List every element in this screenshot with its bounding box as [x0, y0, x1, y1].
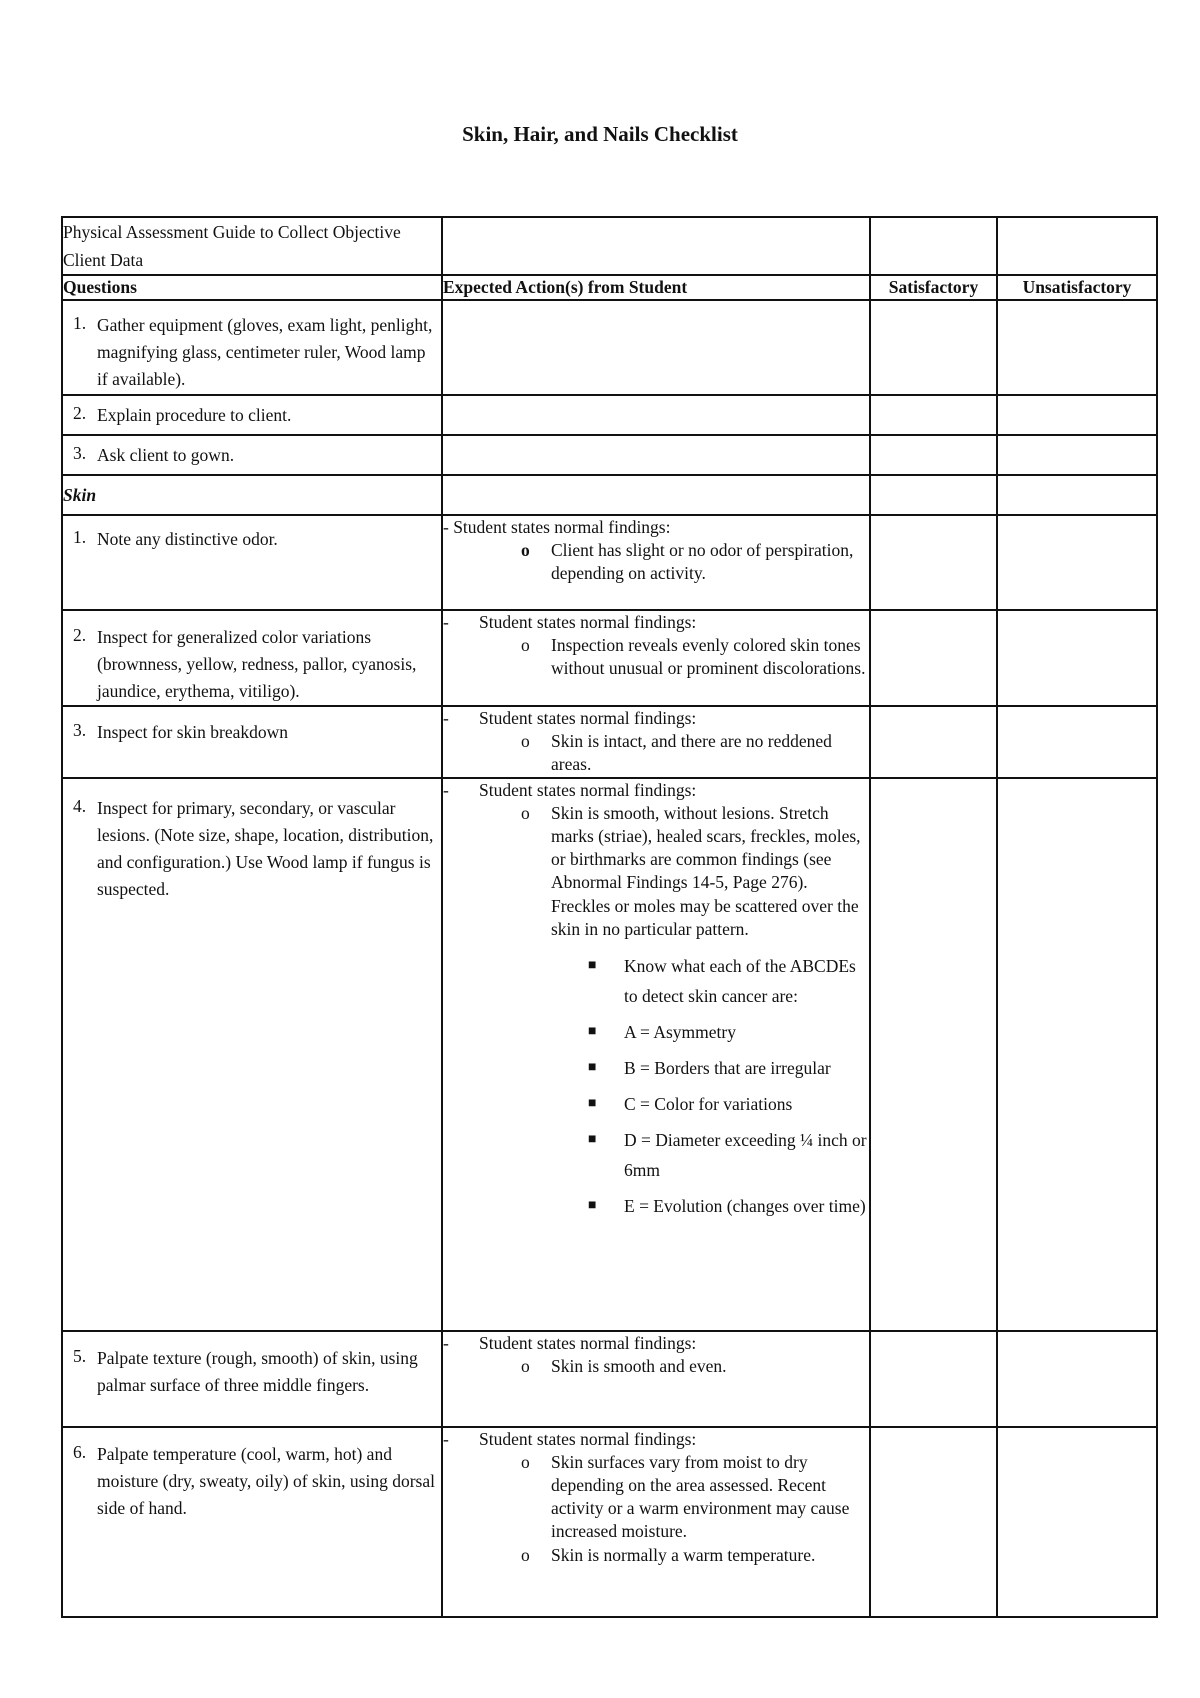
guide-row	[62, 217, 1157, 275]
guide-label: Physical Assessment Guide to Collect Objective Client Data	[63, 222, 401, 270]
list-item: ■ E = Evolution (changes over time)	[443, 1191, 869, 1221]
table-row	[62, 610, 1157, 706]
list-item: o Skin is normally a warm temperature.	[443, 1544, 869, 1567]
question-cell	[62, 1427, 442, 1617]
satisfactory-cell[interactable]	[870, 300, 997, 395]
sub-bullet-icon: o	[521, 1452, 530, 1473]
question-text: Explain procedure to client.	[97, 405, 292, 426]
list-item: o Skin is smooth, without lesions. Stretch marks (striae), healed scars, freckles, moles, or birthmarks are common findings (see Abnormal Findings 14-5, Page 276). Freckles or moles may be scattered over the skin in no particular pattern.	[443, 802, 869, 941]
sub-bullet-icon: o	[521, 1544, 530, 1565]
list-item: o Skin is smooth and even.	[443, 1355, 869, 1378]
header-satisfactory: Satisfactory	[870, 275, 997, 300]
unsatisfactory-cell[interactable]	[997, 395, 1157, 435]
question-number: 2.	[73, 625, 87, 646]
question-cell	[62, 515, 442, 610]
checklist-table	[61, 216, 1158, 1618]
expected-lead: - Student states normal findings:	[443, 1332, 869, 1355]
question-text: Inspect for generalized color variations (brownness, yellow, redness, pallor, cyanosis, jaundice, erythema, vitiligo).	[97, 627, 417, 702]
dash-icon: -	[443, 1429, 449, 1450]
expected-cell	[442, 515, 870, 610]
satisfactory-cell	[870, 475, 997, 515]
header-questions: Questions	[62, 275, 442, 300]
section-row-skin	[62, 475, 1157, 515]
expected-lead: - Student states normal findings:	[443, 1428, 869, 1451]
unsatisfactory-cell[interactable]	[997, 435, 1157, 475]
question-number: 2.	[73, 403, 87, 424]
expected-cell	[442, 610, 870, 706]
guide-unsatisfactory-cell	[997, 217, 1157, 275]
satisfactory-cell[interactable]	[870, 706, 997, 778]
table-row	[62, 300, 1157, 395]
square-bullet-icon: ■	[588, 1197, 597, 1213]
square-bullet-icon: ■	[588, 957, 597, 973]
question-number: 4.	[73, 796, 87, 817]
question-text: Inspect for primary, secondary, or vascular lesions. (Note size, shape, location, distribution, and configuration.) Use Wood lamp if fungus is suspected.	[97, 798, 434, 900]
question-text: Palpate temperature (cool, warm, hot) and moisture (dry, sweaty, oily) of skin, using dorsal side of hand.	[97, 1444, 435, 1519]
satisfactory-cell[interactable]	[870, 515, 997, 610]
question-cell	[62, 610, 442, 706]
section-label-skin: Skin	[63, 485, 97, 506]
table-row	[62, 706, 1157, 778]
dash-icon: -	[443, 708, 449, 729]
expected-lead: - Student states normal findings:	[443, 707, 869, 730]
list-item: o Skin is intact, and there are no reddened areas.	[443, 730, 869, 776]
question-cell	[62, 300, 442, 395]
list-item: ■ D = Diameter exceeding ¼ inch or 6mm	[443, 1125, 869, 1185]
dash-icon: -	[443, 780, 449, 801]
square-bullet-icon: ■	[588, 1095, 597, 1111]
unsatisfactory-cell[interactable]	[997, 706, 1157, 778]
expected-cell	[442, 435, 870, 475]
expected-cell	[442, 1331, 870, 1427]
header-row	[62, 275, 1157, 300]
expected-cell	[442, 706, 870, 778]
satisfactory-cell[interactable]	[870, 395, 997, 435]
section-cell	[62, 475, 442, 515]
expected-lead: - Student states normal findings:	[443, 611, 869, 634]
expected-lead: - Student states normal findings:	[443, 517, 671, 538]
satisfactory-cell[interactable]	[870, 778, 997, 1331]
question-text: Inspect for skin breakdown	[97, 722, 288, 743]
unsatisfactory-cell[interactable]	[997, 778, 1157, 1331]
table-row	[62, 778, 1157, 1331]
question-number: 3.	[73, 443, 87, 464]
question-text: Note any distinctive odor.	[97, 529, 278, 550]
sub-bullet-icon: o	[521, 1356, 530, 1377]
table-row	[62, 395, 1157, 435]
square-bullet-icon: ■	[588, 1023, 597, 1039]
question-cell	[62, 395, 442, 435]
sub-bullet-icon: o	[521, 540, 530, 561]
satisfactory-cell[interactable]	[870, 610, 997, 706]
unsatisfactory-cell[interactable]	[997, 610, 1157, 706]
list-item: o Inspection reveals evenly colored skin tones without unusual or prominent discolorations.	[443, 634, 869, 680]
expected-cell	[442, 300, 870, 395]
satisfactory-cell[interactable]	[870, 1427, 997, 1617]
unsatisfactory-cell[interactable]	[997, 300, 1157, 395]
dash-icon: -	[443, 1333, 449, 1354]
expected-cell	[442, 778, 870, 1331]
question-text: Gather equipment (gloves, exam light, penlight, magnifying glass, centimeter ruler, Wood lamp if available).	[97, 315, 433, 390]
table-row	[62, 435, 1157, 475]
header-expected: Expected Action(s) from Student	[442, 275, 870, 300]
question-number: 1.	[73, 527, 87, 548]
question-text: Ask client to gown.	[97, 445, 235, 466]
header-unsatisfactory: Unsatisfactory	[997, 275, 1157, 300]
unsatisfactory-cell[interactable]	[997, 1331, 1157, 1427]
expected-lead: - Student states normal findings:	[443, 779, 869, 802]
table-row	[62, 1331, 1157, 1427]
square-bullet-icon: ■	[588, 1059, 597, 1075]
list-item: ■ Know what each of the ABCDEs to detect skin cancer are:	[443, 951, 869, 1011]
unsatisfactory-cell[interactable]	[997, 1427, 1157, 1617]
question-number: 5.	[73, 1346, 87, 1367]
satisfactory-cell[interactable]	[870, 435, 997, 475]
question-cell	[62, 778, 442, 1331]
expected-cell	[442, 475, 870, 515]
table-row	[62, 515, 1157, 610]
sub-bullet-icon: o	[521, 635, 530, 656]
question-cell	[62, 435, 442, 475]
list-item: ■ C = Color for variations	[443, 1089, 869, 1119]
list-item: ■ A = Asymmetry	[443, 1017, 869, 1047]
expected-cell	[442, 395, 870, 435]
sub-bullet-icon: o	[521, 803, 530, 824]
satisfactory-cell[interactable]	[870, 1331, 997, 1427]
unsatisfactory-cell	[997, 475, 1157, 515]
guide-cell	[62, 217, 442, 275]
list-item: o Client has slight or no odor of perspiration, depending on activity.	[443, 539, 869, 585]
question-number: 1.	[73, 313, 87, 334]
page-title: Skin, Hair, and Nails Checklist	[462, 122, 738, 146]
sub-bullet-icon: o	[521, 731, 530, 752]
guide-satisfactory-cell	[870, 217, 997, 275]
question-number: 3.	[73, 720, 87, 741]
unsatisfactory-cell[interactable]	[997, 515, 1157, 610]
dash-icon: -	[443, 612, 449, 633]
square-bullet-icon: ■	[588, 1131, 597, 1147]
list-item: o Skin surfaces vary from moist to dry depending on the area assessed. Recent activity or a warm environment may cause increased moisture.	[443, 1451, 869, 1543]
question-cell	[62, 706, 442, 778]
expected-cell	[442, 1427, 870, 1617]
question-number: 6.	[73, 1442, 87, 1463]
guide-empty-cell	[442, 217, 870, 275]
question-text: Palpate texture (rough, smooth) of skin, using palmar surface of three middle fingers.	[97, 1348, 418, 1396]
table-row	[62, 1427, 1157, 1617]
list-item: ■ B = Borders that are irregular	[443, 1053, 869, 1083]
question-cell	[62, 1331, 442, 1427]
